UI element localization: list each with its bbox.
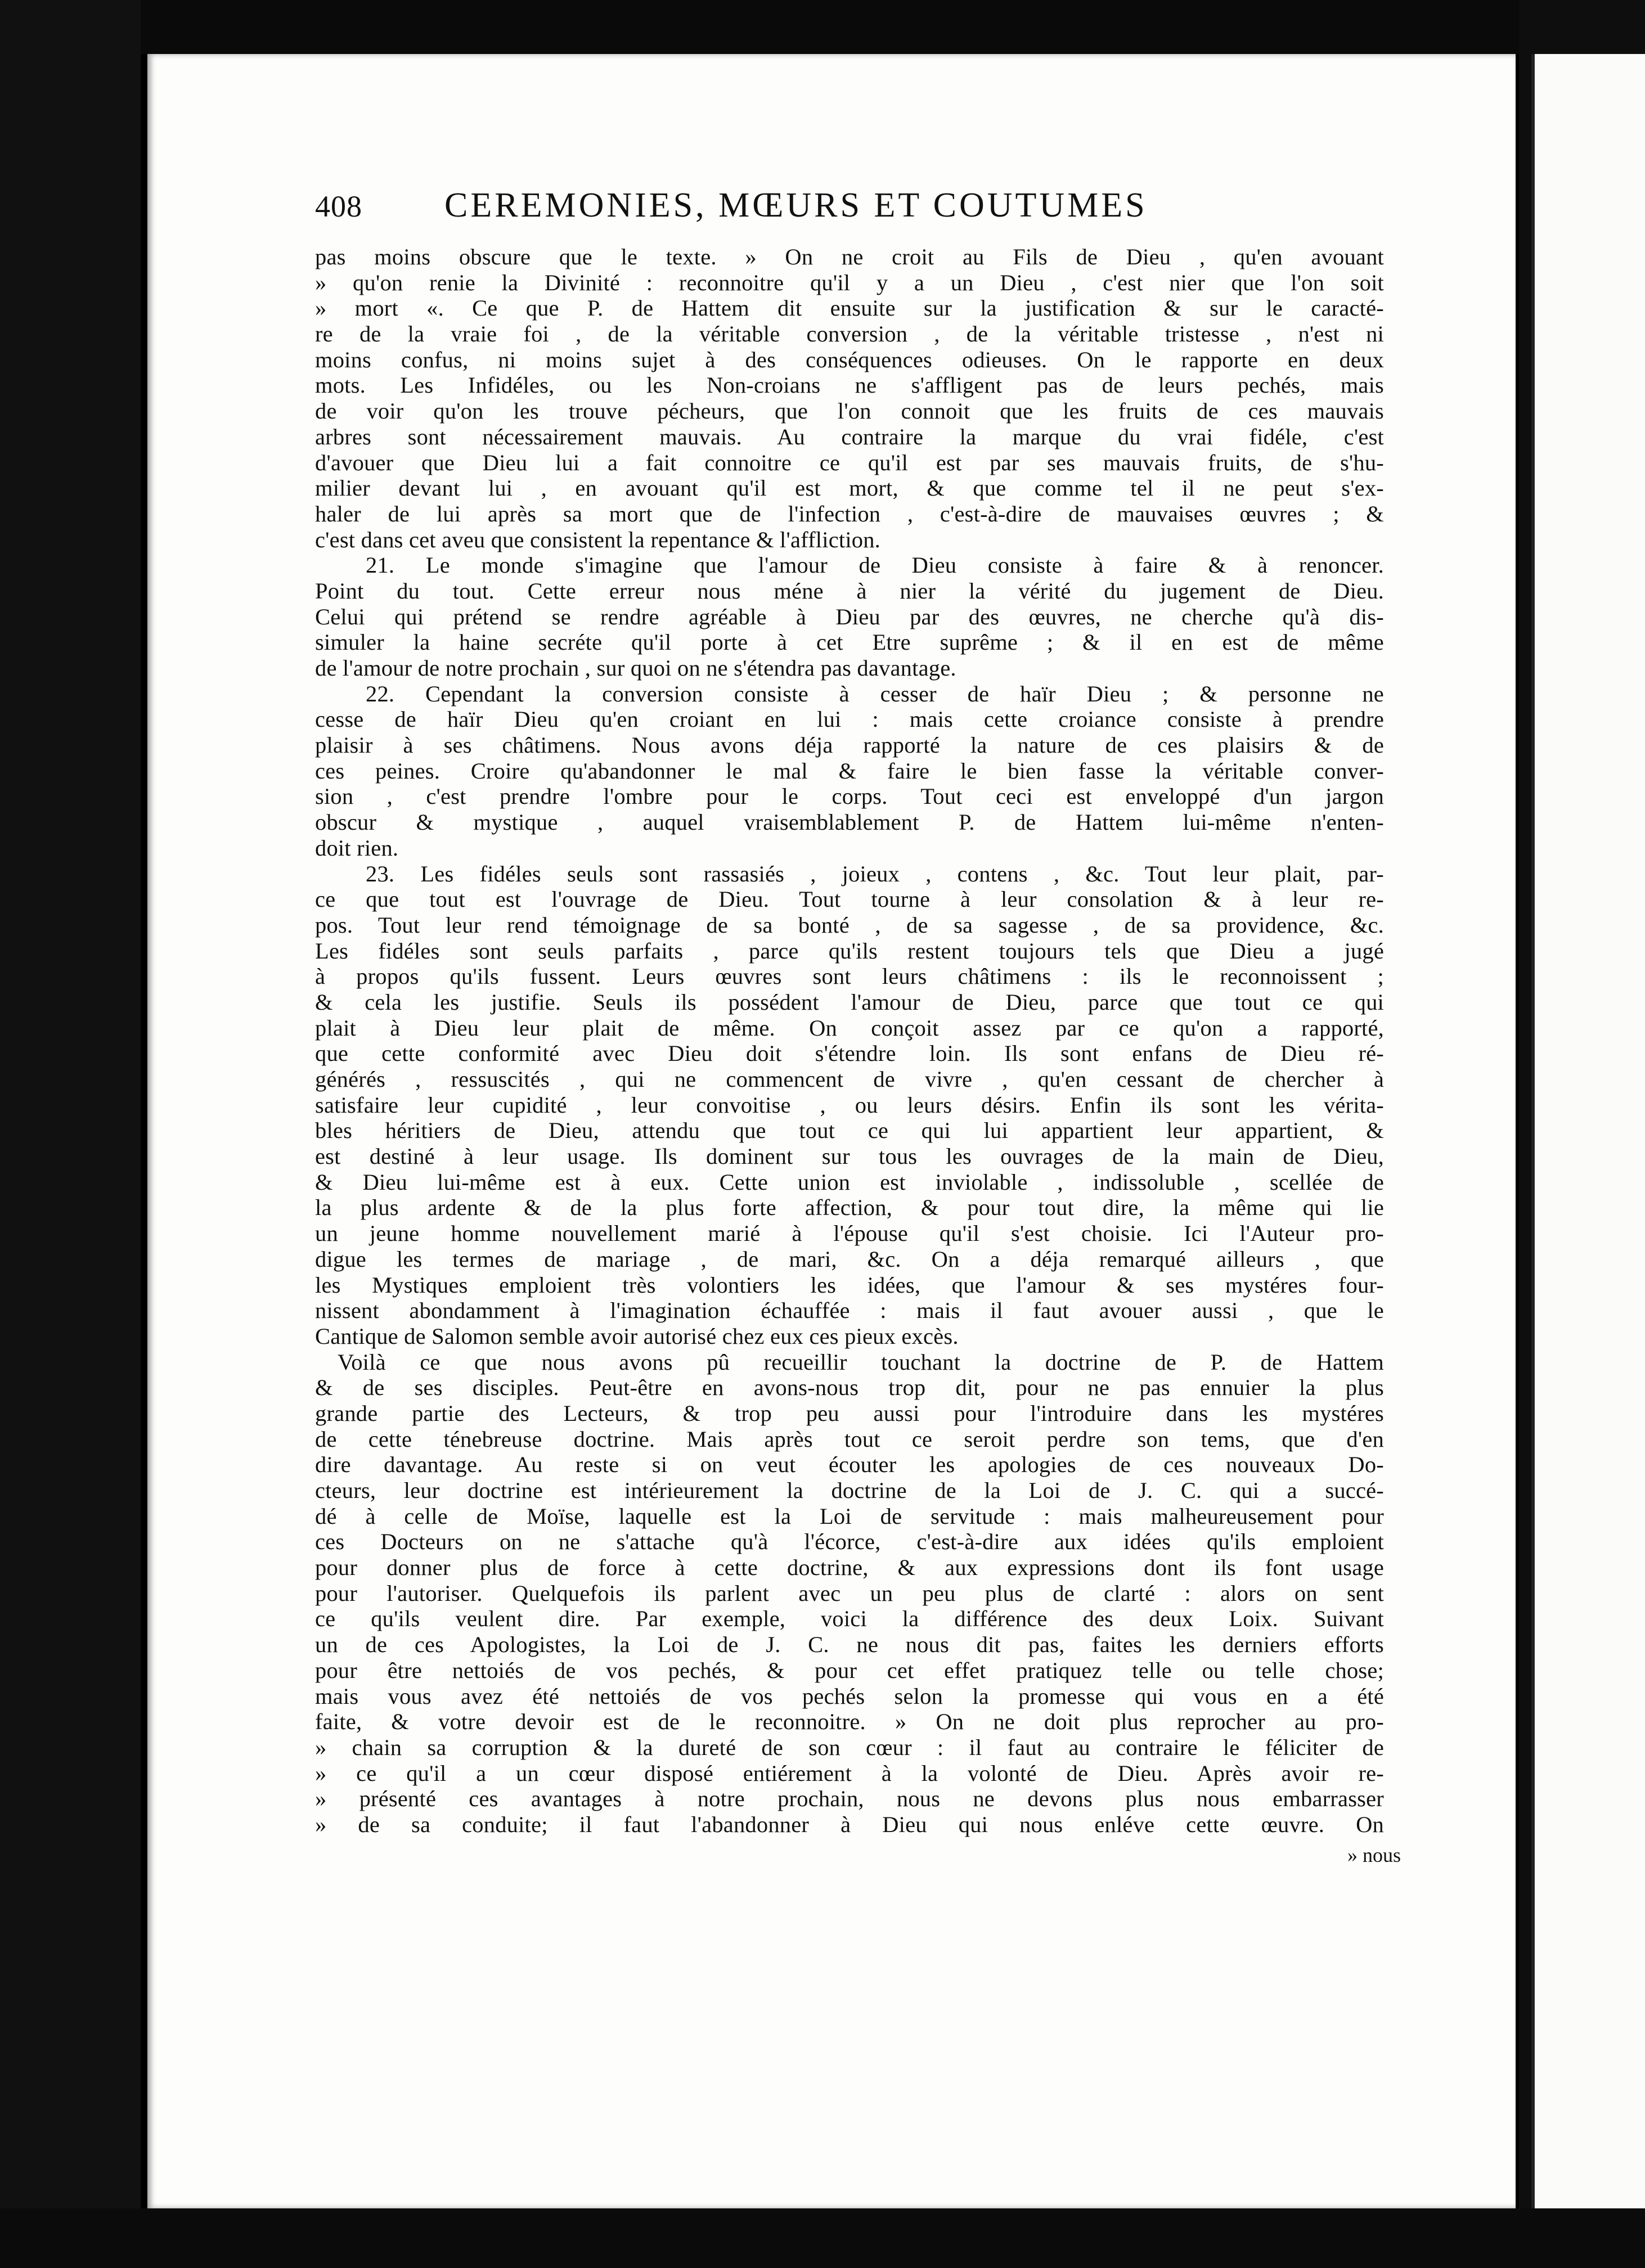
text-line: Point du tout. Cette erreur nous méne à nier la vérité du jugement de Dieu. xyxy=(315,578,1384,604)
text-line: nissent abondamment à l'imagination échauffée : mais il faut avouer aussi , que le xyxy=(315,1298,1384,1324)
text-line: est destiné à leur usage. Ils dominent sur tous les ouvrages de la main de Dieu, xyxy=(315,1144,1384,1169)
text-line: Voilà ce que nous avons pû recueillir touchant la doctrine de P. de Hattem xyxy=(338,1349,1384,1375)
body-text xyxy=(315,244,1384,1838)
text-line: un jeune homme nouvellement marié à l'épouse qu'il s'est choisie. Ici l'Auteur pro- xyxy=(315,1221,1384,1246)
text-line: d'avouer que Dieu lui a fait connoitre ce qu'il est par ses mauvais fruits, de s'hu- xyxy=(315,449,1384,475)
text-line: 21. Le monde s'imagine que l'amour de Dieu consiste à faire & à renoncer. xyxy=(366,552,1384,578)
text-line: & de ses disciples. Peut-être en avons-nous trop dit, pour ne pas ennuier la plus xyxy=(315,1375,1384,1401)
text-line: cteurs, leur doctrine est intérieurement la doctrine de la Loi de J. C. qui a succé- xyxy=(315,1478,1384,1503)
text-line: cesse de haïr Dieu qu'en croiant en lui : mais cette croiance consiste à prendre xyxy=(315,706,1384,732)
text-line: pas moins obscure que le texte. » On ne croit au Fils de Dieu , qu'en avouant xyxy=(315,244,1384,269)
text-line: obscur & mystique , auquel vraisemblablement P. de Hattem lui-même n'enten- xyxy=(315,809,1384,835)
text-line: » de sa conduite; il faut l'abandonner à Dieu qui nous enléve cette œuvre. On xyxy=(315,1811,1384,1837)
text-line: pour donner plus de force à cette doctrine, & aux expressions dont ils font usage xyxy=(315,1555,1384,1581)
text-line: pos. Tout leur rend témoignage de sa bonté , de sa sagesse , de sa providence, &c. xyxy=(315,912,1384,938)
running-title: CEREMONIES, MŒURS ET COUTUMES xyxy=(444,186,1148,224)
page-content xyxy=(315,186,1401,1866)
text-line: générés , ressuscités , qui ne commencent de vivre , qu'en cessant de chercher à xyxy=(315,1066,1384,1092)
text-line: ces peines. Croire qu'abandonner le mal & faire le bien fasse la véritable conver- xyxy=(315,758,1384,784)
text-line: moins confus, ni moins sujet à des conséquences odieuses. On le rapporte en deux xyxy=(315,346,1384,372)
text-line: plait à Dieu leur plait de même. On conçoit assez par ce qu'on a rapporté, xyxy=(315,1015,1384,1041)
text-line: » ce qu'il a un cœur disposé entiérement à la volonté de Dieu. Après avoir re- xyxy=(315,1760,1384,1786)
text-line: faite, & votre devoir est de le reconnoitre. » On ne doit plus reprocher au pro- xyxy=(315,1709,1384,1735)
catchword: » nous xyxy=(1347,1843,1401,1866)
text-line: les Mystiques emploient très volontiers les idées, que l'amour & ses mystéres four- xyxy=(315,1272,1384,1298)
text-line: satisfaire leur cupidité , leur convoitise , ou leurs désirs. Enfin ils sont les vérita- xyxy=(315,1092,1384,1118)
text-line: à propos qu'ils fussent. Leurs œuvres sont leurs châtimens : ils le reconnoissent ; xyxy=(315,964,1384,989)
text-line: milier devant lui , en avouant qu'il est mort, & que comme tel il ne peut s'ex- xyxy=(315,475,1384,501)
text-line: Cantique de Salomon semble avoir autorisé chez eux ces pieux excès. xyxy=(315,1323,959,1349)
text-line: mots. Les Infidéles, ou les Non-croians ne s'affligent pas de leurs pechés, mais xyxy=(315,372,1384,398)
text-line: » chain sa corruption & la dureté de son cœur : il faut au contraire le féliciter de xyxy=(315,1734,1384,1760)
text-line: pour être nettoiés de vos pechés, & pour cet effet pratiquez telle ou telle chose; xyxy=(315,1657,1384,1683)
text-line: mais vous avez été nettoiés de vos pechés selon la promesse qui vous en a été xyxy=(315,1683,1384,1709)
text-line: grande partie des Lecteurs, & trop peu aussi pour l'introduire dans les mystéres xyxy=(315,1400,1384,1426)
text-line: sion , c'est prendre l'ombre pour le corps. Tout ceci est enveloppé d'un jargon xyxy=(315,784,1384,809)
text-line: un de ces Apologistes, la Loi de J. C. ne nous dit pas, faites les derniers efforts xyxy=(315,1632,1384,1658)
text-line: doit rien. xyxy=(315,835,399,861)
scan-border-top xyxy=(0,0,1645,54)
text-line: plaisir à ses châtimens. Nous avons déja rapporté la nature de ces plaisirs & de xyxy=(315,732,1384,758)
text-line: 23. Les fidéles seuls sont rassasiés , joieux , contens , &c. Tout leur plait, par- xyxy=(366,861,1384,886)
text-line: arbres sont nécessairement mauvais. Au contraire la marque du vrai fidéle, c'est xyxy=(315,424,1384,449)
page-header xyxy=(315,186,1384,253)
text-line: ces Docteurs on ne s'attache qu'à l'écorce, c'est-à-dire aux idées qu'ils emploient xyxy=(315,1529,1384,1555)
text-line: » présenté ces avantages à notre prochain, nous ne devons plus nous embarrasser xyxy=(315,1786,1384,1812)
text-line: ce qu'ils veulent dire. Par exemple, voici la différence des deux Loix. Suivant xyxy=(315,1606,1384,1632)
page-number: 408 xyxy=(315,190,362,223)
text-line: de l'amour de notre prochain , sur quoi on ne s'étendra pas davantage. xyxy=(315,655,956,681)
text-line: simuler la haine secréte qu'il porte à cet Etre suprême ; & il en est de même xyxy=(315,629,1384,655)
text-line: Celui qui prétend se rendre agréable à Dieu par des œuvres, ne cherche qu'à dis- xyxy=(315,604,1384,629)
text-line: de voir qu'on les trouve pécheurs, que l'on connoit que les fruits de ces mauvais xyxy=(315,398,1384,424)
text-line: digue les termes de mariage , de mari, &c. On a déja remarqué ailleurs , que xyxy=(315,1246,1384,1272)
text-line: » mort «. Ce que P. de Hattem dit ensuite sur la justification & sur le caracté- xyxy=(315,295,1384,321)
text-line: dé à celle de Moïse, laquelle est la Loi de servitude : mais malheureusement pour xyxy=(315,1503,1384,1529)
text-line: » qu'on renie la Divinité : reconnoitre qu'il y a un Dieu , c'est nier que l'on soit xyxy=(315,269,1384,295)
text-line: c'est dans cet aveu que consistent la repentance & l'affliction. xyxy=(315,526,881,552)
text-line: & cela les justifie. Seuls ils possédent l'amour de Dieu, parce que tout ce qui xyxy=(315,989,1384,1015)
text-line: Les fidéles sont seuls parfaits , parce qu'ils restent toujours tels que Dieu a jugé xyxy=(315,938,1384,964)
text-line: pour l'autoriser. Quelquefois ils parlent avec un peu plus de clarté : alors on sent xyxy=(315,1580,1384,1606)
text-line: 22. Cependant la conversion consiste à cesser de haïr Dieu ; & personne ne xyxy=(366,681,1384,706)
scan-border-left xyxy=(0,0,141,2268)
text-line: dire davantage. Au reste si on veut écouter les apologies de ces nouveaux Do- xyxy=(315,1452,1384,1478)
text-line: haler de lui après sa mort que de l'infection , c'est-à-dire de mauvaises œuvres ; & xyxy=(315,501,1384,526)
text-line: ce que tout est l'ouvrage de Dieu. Tout tourne à leur consolation & à leur re- xyxy=(315,886,1384,912)
text-line: de cette ténebreuse doctrine. Mais après tout ce seroit perdre son tems, que d'en xyxy=(315,1426,1384,1452)
scan-border-bottom xyxy=(0,2208,1645,2268)
text-line: bles héritiers de Dieu, attendu que tout ce qui lui appartient leur appartient, & xyxy=(315,1118,1384,1144)
text-line: re de la vraie foi , de la véritable conversion , de la véritable tristesse , n'est ni xyxy=(315,321,1384,347)
text-line: & Dieu lui-même est à eux. Cette union est inviolable , indissoluble , scellée de xyxy=(315,1169,1384,1195)
facing-page-edge xyxy=(1531,54,1645,2214)
text-line: la plus ardente & de la plus forte affection, & pour tout dire, la même qui lie xyxy=(315,1195,1384,1221)
text-line: que cette conformité avec Dieu doit s'étendre loin. Ils sont enfans de Dieu ré- xyxy=(315,1041,1384,1066)
